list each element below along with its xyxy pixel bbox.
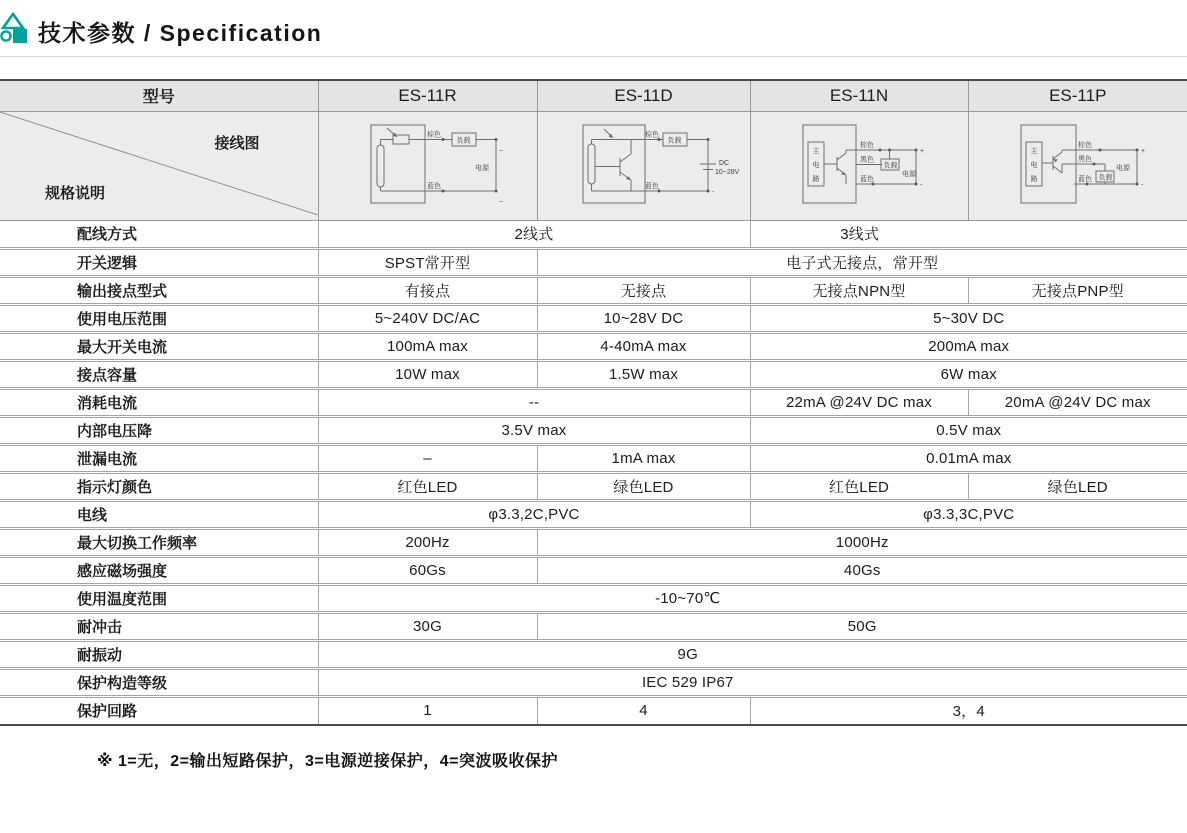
svg-text:负载: 负载	[456, 137, 470, 144]
spec-row	[0, 416, 1187, 444]
wiring-diagram-row	[0, 111, 1187, 220]
spec-value-cell: 60Gs	[318, 556, 537, 584]
row-label: 接点容量	[0, 360, 318, 388]
spec-row	[0, 500, 1187, 528]
protection-circuit-footnote: ※ 1=无，2=输出短路保护，3=电源逆接保护，4=突波吸收保护	[97, 753, 558, 770]
row-label: 输出接点型式	[0, 276, 318, 304]
row-label: 指示灯颜色	[0, 472, 318, 500]
spec-row	[0, 584, 1187, 612]
svg-text:负载: 负载	[1098, 174, 1112, 181]
svg-text:-: -	[711, 188, 714, 196]
spec-row	[0, 612, 1187, 640]
svg-text:负载: 负载	[883, 162, 897, 169]
svg-text:DC: DC	[718, 159, 729, 167]
svg-text:蓝色: 蓝色	[426, 182, 441, 190]
svg-text:蓝色: 蓝色	[859, 175, 874, 183]
row-label: 感应磁场强度	[0, 556, 318, 584]
wiring-diagram-es11n	[751, 112, 969, 215]
page-title: 技术参数 / Specification	[38, 20, 323, 46]
spec-row	[0, 528, 1187, 556]
spec-value-cell: IEC 529 IP67	[318, 668, 1187, 696]
svg-text:黑色: 黑色	[1077, 155, 1092, 163]
spec-value-cell: 3，4	[750, 696, 1187, 724]
wiring-diagram-es11p	[969, 112, 1187, 215]
spec-value-cell: 绿色LED	[968, 472, 1187, 500]
svg-text:蓝色: 蓝色	[644, 182, 659, 190]
spec-value-cell: 5~30V DC	[750, 304, 1187, 332]
spec-value-cell: 40Gs	[537, 556, 1187, 584]
svg-text:蓝色: 蓝色	[1077, 175, 1092, 183]
spec-value-cell: φ3.3,2C,PVC	[318, 500, 750, 528]
spec-value-cell: 电子式无接点，常开型	[537, 248, 1187, 276]
model-header-es11r: ES-11R	[318, 81, 537, 111]
diagonal-header-cell	[0, 111, 318, 220]
spec-value-cell: 3.5V max	[318, 416, 750, 444]
svg-text:棕色: 棕色	[859, 141, 874, 149]
spec-value-cell: 0.5V max	[750, 416, 1187, 444]
spec-value-cell: 绿色LED	[537, 472, 750, 500]
svg-text:棕色: 棕色	[426, 131, 441, 138]
spec-value-cell: 1	[318, 696, 537, 724]
spec-value-cell: 50G	[537, 612, 1187, 640]
svg-text:-: -	[1140, 181, 1143, 189]
svg-text:~: ~	[498, 198, 503, 206]
svg-text:10~28V: 10~28V	[714, 168, 739, 176]
spec-value-cell: 200mA max	[750, 332, 1187, 360]
spec-row	[0, 388, 1187, 416]
spec-value-cell: 3线式	[750, 220, 1187, 248]
spec-row	[0, 556, 1187, 584]
spec-value-cell: 10~28V DC	[537, 304, 750, 332]
shapes-logo-icon	[0, 11, 30, 50]
svg-text:电源: 电源	[474, 164, 489, 172]
wiring-diagram-es11r	[319, 112, 538, 215]
svg-text:电源: 电源	[901, 170, 916, 178]
svg-text:路: 路	[812, 175, 819, 183]
spec-row	[0, 640, 1187, 668]
spec-value-cell: –	[318, 444, 537, 472]
spec-value-cell: 5~240V DC/AC	[318, 304, 537, 332]
spec-description-label: 规格说明	[45, 184, 106, 202]
svg-text:路: 路	[1030, 175, 1037, 183]
wiring-cell-es11r	[318, 111, 537, 220]
wiring-diagram-es11d	[538, 112, 751, 215]
spec-row	[0, 304, 1187, 332]
spec-value-cell: 无接点	[537, 276, 750, 304]
svg-text:黑色: 黑色	[859, 156, 874, 163]
spec-row	[0, 248, 1187, 276]
spec-row	[0, 668, 1187, 696]
wiring-cell-es11p	[968, 111, 1187, 220]
svg-text:主: 主	[812, 147, 819, 155]
svg-text:电源: 电源	[1115, 164, 1130, 172]
spec-value-cell: 1000Hz	[537, 528, 1187, 556]
spec-value-cell: 4-40mA max	[537, 332, 750, 360]
spec-value-cell: 100mA max	[318, 332, 537, 360]
row-label: 使用电压范围	[0, 304, 318, 332]
wiring-cell-es11n	[750, 111, 968, 220]
spec-row	[0, 444, 1187, 472]
spec-value-cell: 10W max	[318, 360, 537, 388]
row-label: 配线方式	[0, 220, 318, 248]
spec-value-cell: 无接点NPN型	[750, 276, 968, 304]
row-label: 消耗电流	[0, 388, 318, 416]
row-label: 耐振动	[0, 640, 318, 668]
spec-value-cell: 红色LED	[318, 472, 537, 500]
spec-table-wrap	[0, 79, 1187, 726]
spec-table	[0, 81, 1187, 724]
spec-row	[0, 332, 1187, 360]
spec-value-cell: 9G	[318, 640, 1187, 668]
row-label: 开关逻辑	[0, 248, 318, 276]
spec-table-body	[0, 220, 1187, 724]
row-label: 最大开关电流	[0, 332, 318, 360]
spec-value-cell: φ3.3,3C,PVC	[750, 500, 1187, 528]
wiring-cell-es11d	[537, 111, 750, 220]
spec-value-cell: 1mA max	[537, 444, 750, 472]
svg-text:+: +	[919, 147, 924, 155]
spec-value-cell: 30G	[318, 612, 537, 640]
spec-value-cell: 20mA @24V DC max	[968, 388, 1187, 416]
spec-value-cell: 有接点	[318, 276, 537, 304]
model-header-es11p: ES-11P	[968, 81, 1187, 111]
row-label: 耐冲击	[0, 612, 318, 640]
model-header-row	[0, 81, 1187, 111]
spec-value-cell: 200Hz	[318, 528, 537, 556]
spec-value-cell: 无接点PNP型	[968, 276, 1187, 304]
spec-value-cell: 1.5W max	[537, 360, 750, 388]
row-label: 保护回路	[0, 696, 318, 724]
model-column-label: 型号	[0, 81, 318, 111]
row-label: 电线	[0, 500, 318, 528]
spec-value-cell: --	[318, 388, 750, 416]
spec-value-cell: -10~70℃	[318, 584, 1187, 612]
svg-text:负载: 负载	[667, 137, 681, 144]
svg-text:主: 主	[1030, 147, 1037, 155]
svg-text:-: -	[919, 181, 922, 189]
spec-row	[0, 220, 1187, 248]
row-label: 最大切换工作频率	[0, 528, 318, 556]
model-header-es11n: ES-11N	[750, 81, 968, 111]
spec-row	[0, 360, 1187, 388]
spec-value-cell: 6W max	[750, 360, 1187, 388]
svg-text:棕色: 棕色	[1077, 141, 1092, 149]
spec-row	[0, 472, 1187, 500]
wiring-diagram-label: 接线图	[214, 134, 260, 152]
spec-value-cell: 0.01mA max	[750, 444, 1187, 472]
spec-value-cell: 4	[537, 696, 750, 724]
spec-value-cell: 22mA @24V DC max	[750, 388, 968, 416]
svg-text:棕色: 棕色	[644, 131, 659, 138]
spec-row	[0, 276, 1187, 304]
spec-row	[0, 696, 1187, 724]
row-label: 使用温度范围	[0, 584, 318, 612]
row-label: 保护构造等级	[0, 668, 318, 696]
model-header-es11d: ES-11D	[537, 81, 750, 111]
row-label: 泄漏电流	[0, 444, 318, 472]
svg-text:~: ~	[498, 147, 503, 155]
svg-text:电: 电	[812, 161, 819, 169]
svg-text:+: +	[1140, 147, 1145, 155]
spec-value-cell: 红色LED	[750, 472, 968, 500]
page-header	[0, 0, 1187, 57]
svg-text:电: 电	[1030, 161, 1037, 169]
row-label: 内部电压降	[0, 416, 318, 444]
spec-value-cell: SPST常开型	[318, 248, 537, 276]
spec-value-cell: 2线式	[318, 220, 750, 248]
